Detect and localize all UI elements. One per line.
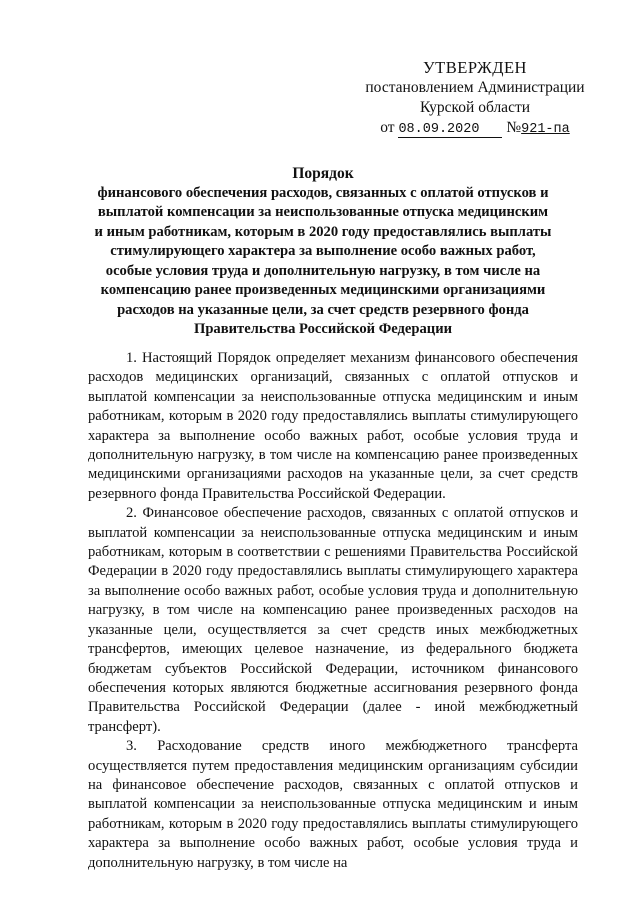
date-prefix: от xyxy=(380,119,395,136)
document-title: Порядок xyxy=(292,165,354,182)
approval-stamp-block xyxy=(360,58,590,140)
paragraph-3: 3. Расходование средств иного межбюджетного трансферта осуществляется путем предоставления медицинским организациям субсидии на финансовое обеспечение расходов, связанных с оплатой отпусков и выплатой компенсации за неиспользованные отпуска медицинским и иным работникам, которым в 2020 году предоставлялись выплаты стимулирующего характера за выполнение особо важных работ, особые условия труда и дополнительную нагрузку, в том числе на xyxy=(88,738,578,871)
paragraph-2: 2. Финансовое обеспечение расходов, связанных с оплатой отпусков и выплатой компенсации за неиспользованные отпуска медицинским и иным работникам, которым в соответствии с решениями Правительства Российской Федерации в 2020 году предоставлялись выплаты стимулирующего характера за выполнение особо важных работ, особые условия труда и дополнительную нагрузку, в том числе на компенсацию ранее произведенных расходов на указанные цели, осуществляется за счет средств иных межбюджетных трансфертов, имеющих целевое назначение, из федерального бюджета бюджетам субъектов Российской Федерации, источником финансового обеспечения которых являются бюджетные ассигнования резервного фонда Правительства Российской Федерации (далее - иной межбюджетный трансферт). xyxy=(88,505,578,735)
number-prefix: № xyxy=(506,119,522,136)
paragraph-1: 1. Настоящий Порядок определяет механизм финансового обеспечения расходов медицинских организаций, связанных с оплатой отпусков и выплатой компенсации за неиспользованные отпуска медицинским и иным работникам, которым в 2020 году предоставлялись выплаты стимулирующего характера за выполнение особо важных работ, особые условия труда и дополнительную нагрузку, в том числе на компенсацию ранее произведенных медицинскими организациями расходов на указанные цели, за счет средств резервного фонда Правительства Российской Федерации. xyxy=(88,350,578,502)
approval-region-line: Курской области xyxy=(419,99,531,116)
approval-title: УТВЕРЖДЕН xyxy=(423,58,527,77)
document-subtitle: финансового обеспечения расходов, связанных с оплатой отпусков и выплатой компенсации за неиспользованные отпуска медицинским и иным работникам, которым в 2020 году предоставлялись выплаты стимулирующего характера за выполнение особо важных работ, особые условия труда и дополнительную нагрузку, в том числе на компенсацию ранее произведенных медицинскими организациями расходов на указанные цели, за счет средств резервного фонда Правительства Российской Федерации xyxy=(94,184,552,337)
approval-date: 08.09.2020 xyxy=(398,122,502,138)
approval-date-number-line xyxy=(360,118,590,140)
document-heading xyxy=(92,164,554,340)
approval-number: 921-па xyxy=(521,122,570,137)
approval-authority-line: постановлением Администрации xyxy=(365,79,585,96)
document-body xyxy=(88,349,578,873)
